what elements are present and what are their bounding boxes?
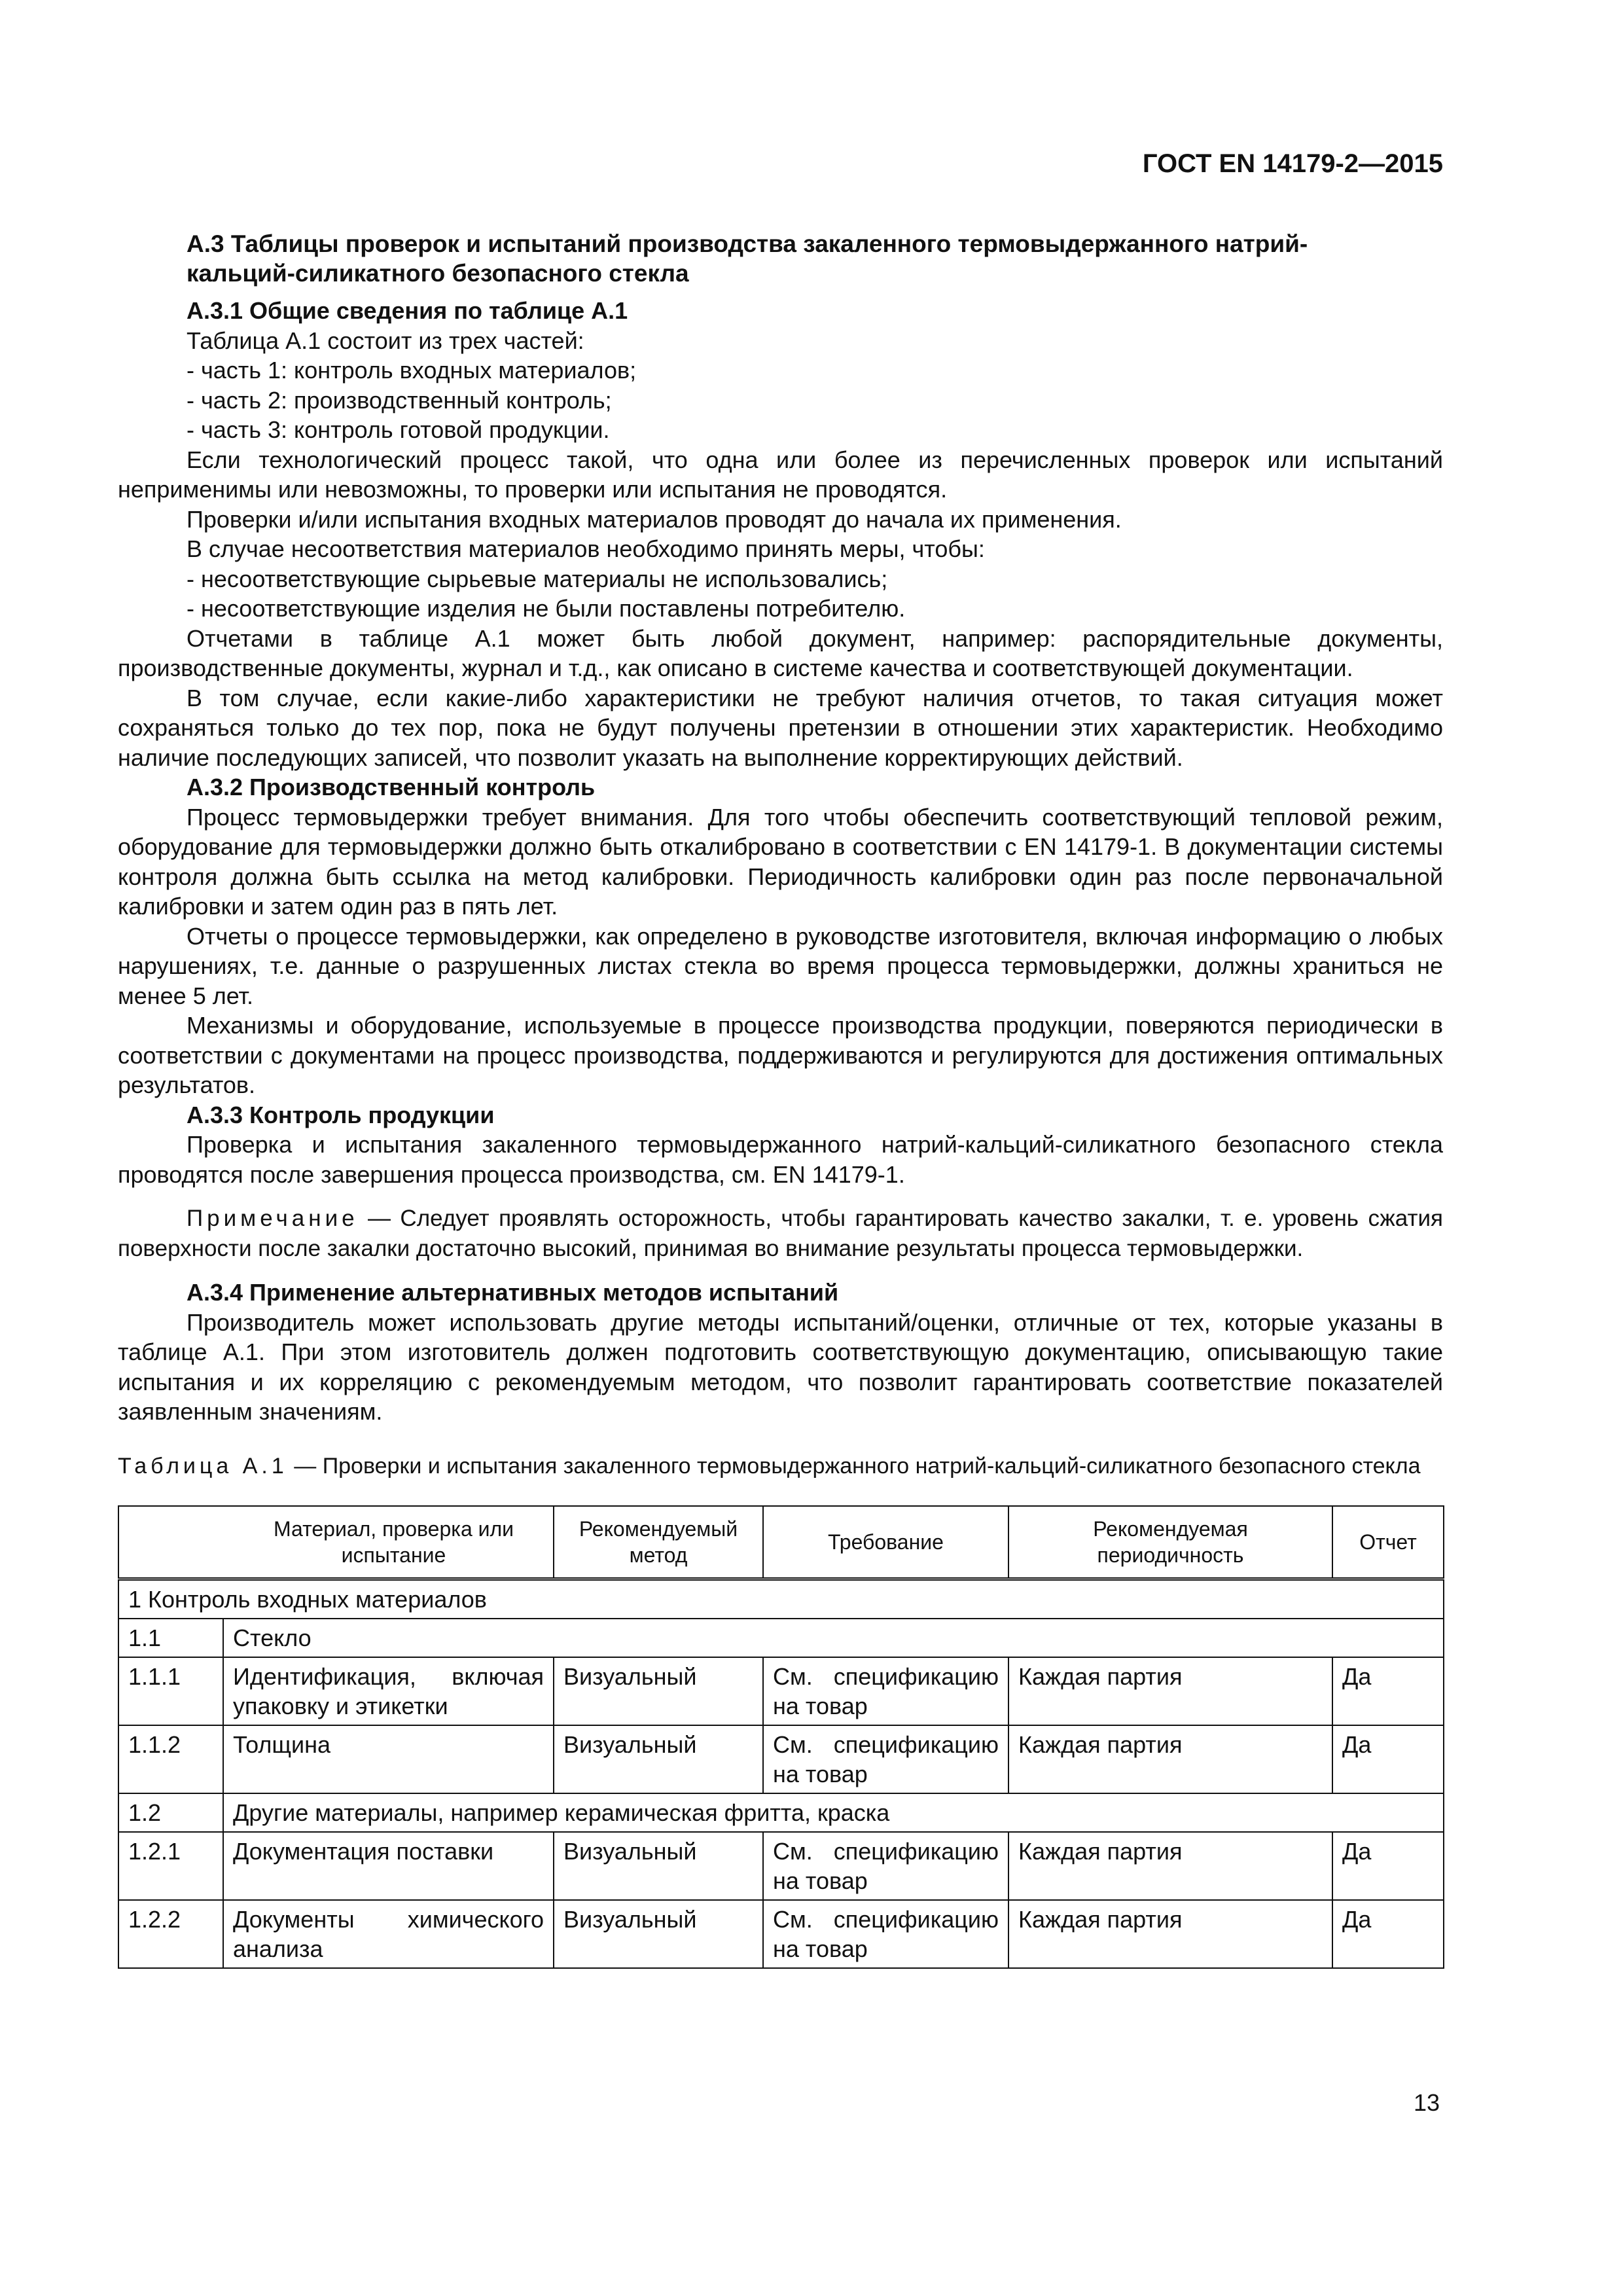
section-a3-title-line2: кальций-силикатного безопасного стекла — [187, 260, 689, 287]
paragraph: Если технологический процесс такой, что одна или более из перечисленных проверок или испытаний неприменимы или невозможны, то проверки или испытания не проводятся. — [118, 446, 1443, 503]
row-requirement: См. спецификацию на товар — [763, 1725, 1008, 1793]
row-requirement: См. спецификацию на товар — [763, 1657, 1008, 1725]
page-number: 13 — [1413, 2089, 1440, 2116]
table-row — [118, 1657, 1444, 1725]
row-name: Документация поставки — [223, 1832, 554, 1900]
paragraph: Таблица A.1 состоит из трех частей: — [187, 327, 584, 354]
list-item: - несоответствующие сырьевые материалы не использовались; — [187, 565, 888, 592]
table-group-row — [118, 1619, 1444, 1657]
col-header-requirement: Требование — [763, 1506, 1008, 1579]
row-number: 1.2.1 — [118, 1832, 223, 1900]
paragraph: В том случае, если какие-либо характеристики не требуют наличия отчетов, то такая ситуация может сохраняться только до тех пор, пока не будут получены претензии в отношении этих характеристик. Необходимо наличие последующих записей, что позволит указать на выполнение корректирующих действий. — [118, 684, 1443, 771]
row-number: 1.1.2 — [118, 1725, 223, 1793]
row-method: Визуальный — [554, 1832, 763, 1900]
row-name: Документы химического анализа — [223, 1900, 554, 1968]
section-a3-title — [118, 229, 1443, 288]
table-a1 — [118, 1505, 1444, 1969]
row-report: Да — [1332, 1900, 1444, 1968]
row-name: Толщина — [223, 1725, 554, 1793]
row-method: Визуальный — [554, 1657, 763, 1725]
table-caption-text: — Проверки и испытания закаленного термовыдержанного натрий-кальций-силикатного безопасного стекла — [287, 1453, 1421, 1479]
row-requirement: См. спецификацию на товар — [763, 1832, 1008, 1900]
table-caption-label: Таблица A.1 — [118, 1453, 288, 1479]
note-label: Примечание — [187, 1206, 359, 1231]
col-header-method: Рекомендуемый метод — [554, 1506, 763, 1579]
col-header-frequency: Рекомендуемая периодичность — [1008, 1506, 1332, 1579]
row-name: Другие материалы, например керамическая фритта, краска — [223, 1793, 1444, 1832]
section-a32-title: A.3.2 Производственный контроль — [187, 774, 596, 800]
table-row — [118, 1900, 1444, 1968]
section-a31-title: A.3.1 Общие сведения по таблице A.1 — [187, 297, 628, 324]
row-frequency: Каждая партия — [1008, 1725, 1332, 1793]
table-header-row — [118, 1506, 1444, 1579]
table-caption — [118, 1452, 1443, 1480]
col-header-material: Материал, проверка или испытание — [118, 1506, 554, 1579]
note — [118, 1204, 1443, 1263]
row-number: 1.2 — [118, 1793, 223, 1832]
paragraph: Отчеты о процессе термовыдержки, как определено в руководстве изготовителя, включая информацию о любых нарушениях, т.е. данные о разрушенных листах стекла во время процесса термовыдержки, должны храниться не менее 5 лет. — [118, 922, 1443, 1009]
row-number: 1.1 — [118, 1619, 223, 1657]
row-frequency: Каждая партия — [1008, 1832, 1332, 1900]
list-item: - несоответствующие изделия не были поставлены потребителю. — [187, 595, 906, 622]
row-name: Идентификация, включая упаковку и этикетки — [223, 1657, 554, 1725]
section-a34-title: A.3.4 Применение альтернативных методов испытаний — [187, 1279, 839, 1306]
row-report: Да — [1332, 1832, 1444, 1900]
section-a33-title: A.3.3 Контроль продукции — [187, 1101, 495, 1128]
paragraph: Производитель может использовать другие методы испытаний/оценки, отличные от тех, которые указаны в таблице A.1. При этом изготовитель должен подготовить соответствующую документацию, описывающую такие испытания и их корреляцию с рекомендуемым методом, что позволит гарантировать соответствие показателей заявленным значениям. — [118, 1308, 1443, 1425]
paragraph: Проверки и/или испытания входных материалов проводят до начала их применения. — [187, 505, 1122, 533]
page-content — [118, 147, 1443, 1969]
row-method: Визуальный — [554, 1900, 763, 1968]
row-report: Да — [1332, 1657, 1444, 1725]
table-row — [118, 1725, 1444, 1793]
document-code: ГОСТ EN 14179-2—2015 — [1142, 149, 1443, 178]
col-header-report: Отчет — [1332, 1506, 1444, 1579]
section-a3-title-line1: A.3 Таблицы проверок и испытаний производства закаленного термовыдержанного натрий- — [187, 230, 1308, 257]
note-text: — Следует проявлять осторожность, чтобы гарантировать качество закалки, т. е. уровень сжатия поверхности после закалки достаточно высокий, принимая во внимание результаты процесса термовыдержки. — [118, 1206, 1443, 1261]
list-item: - часть 1: контроль входных материалов; — [187, 357, 637, 384]
paragraph: Отчетами в таблице A.1 может быть любой документ, например: распорядительные документы, производственные документы, журнал и т.д., как описано в системе качества и соответствующей документации. — [118, 624, 1443, 681]
row-number: 1.2.2 — [118, 1900, 223, 1968]
section-label: 1 Контроль входных материалов — [118, 1579, 1444, 1619]
row-report: Да — [1332, 1725, 1444, 1793]
paragraph: В случае несоответствия материалов необходимо принять меры, чтобы: — [187, 535, 985, 562]
row-requirement: См. спецификацию на товар — [763, 1900, 1008, 1968]
row-number: 1.1.1 — [118, 1657, 223, 1725]
paragraph: Механизмы и оборудование, используемые в процессе производства продукции, поверяются периодически в соответствии с документами на процесс производства, поддерживаются и регулируются для достижения оптимальных результатов. — [118, 1012, 1443, 1098]
table-section-row — [118, 1579, 1444, 1619]
paragraph: Процесс термовыдержки требует внимания. Для того чтобы обеспечить соответствующий тепловой режим, оборудование для термовыдержки должно быть откалибровано в соответствии с EN 14179-1. В документации системы контроля должна быть ссылка на метод калибровки. Периодичность калибровки один раз после первоначальной калибровки и затем один раз в пять лет. — [118, 803, 1443, 920]
table-group-row — [118, 1793, 1444, 1832]
row-method: Визуальный — [554, 1725, 763, 1793]
row-frequency: Каждая партия — [1008, 1900, 1332, 1968]
list-item: - часть 3: контроль готовой продукции. — [187, 416, 610, 443]
paragraph: Проверка и испытания закаленного термовыдержанного натрий-кальций-силикатного безопасного стекла проводятся после завершения процесса производства, см. EN 14179-1. — [118, 1131, 1443, 1188]
table-row — [118, 1832, 1444, 1900]
row-name: Стекло — [223, 1619, 1444, 1657]
list-item: - часть 2: производственный контроль; — [187, 386, 612, 414]
row-frequency: Каждая партия — [1008, 1657, 1332, 1725]
